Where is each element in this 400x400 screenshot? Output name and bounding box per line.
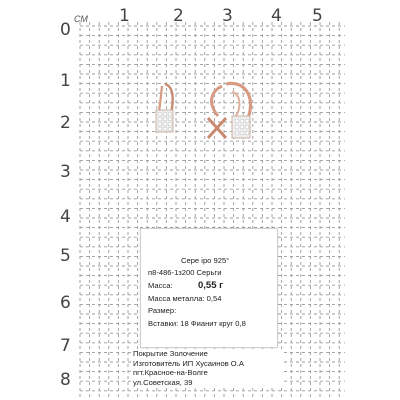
tag-article: п8-486-1з200 Серьги <box>148 268 222 277</box>
town-text: пгт.Красное-на-Волге <box>133 368 208 377</box>
tag-size-label: Размер: <box>148 306 177 315</box>
ruler-y-label-8: 8 <box>60 370 71 390</box>
tag-mass-value: 0,55 г <box>198 280 224 291</box>
ruler-y-label-3: 3 <box>60 162 71 182</box>
tag-material: Сере іро 925° <box>181 256 230 265</box>
ruler-y-label-4: 4 <box>60 207 71 227</box>
ruler-x-label-5: 5 <box>312 6 323 26</box>
earring-right <box>208 83 251 138</box>
ruler-unit-label: СМ <box>74 14 88 24</box>
ruler-x-label-1: 1 <box>119 6 130 26</box>
ruler-x-label-2: 2 <box>173 6 184 26</box>
tag-metal-mass: Масса металла: 0,54 <box>148 294 222 303</box>
tag-mass-label: Масса: <box>148 281 173 290</box>
tag-inserts: Вставки: 18 Фианит круг 0,8 <box>148 319 246 328</box>
ruler-x-label-4: 4 <box>271 6 282 26</box>
ruler-y-label-0: 0 <box>60 20 71 40</box>
coating-text: Покрытие Золочение <box>133 349 208 358</box>
ruler-y-label-2: 2 <box>60 113 71 133</box>
manufacturer-info <box>133 349 283 387</box>
ruler-y-label-6: 6 <box>60 293 71 313</box>
manufacturer-text: Изготовитель ИП Хусаинов О.А <box>133 358 244 368</box>
ruler-y-label-5: 5 <box>60 246 71 266</box>
ruler-x-label-3: 3 <box>222 6 233 26</box>
ruler-y-label-1: 1 <box>60 71 71 91</box>
earring-left <box>156 84 173 132</box>
street-text: ул.Советская, 39 <box>133 377 193 387</box>
ruler-y-label-7: 7 <box>60 336 71 356</box>
price-tag <box>140 228 278 348</box>
